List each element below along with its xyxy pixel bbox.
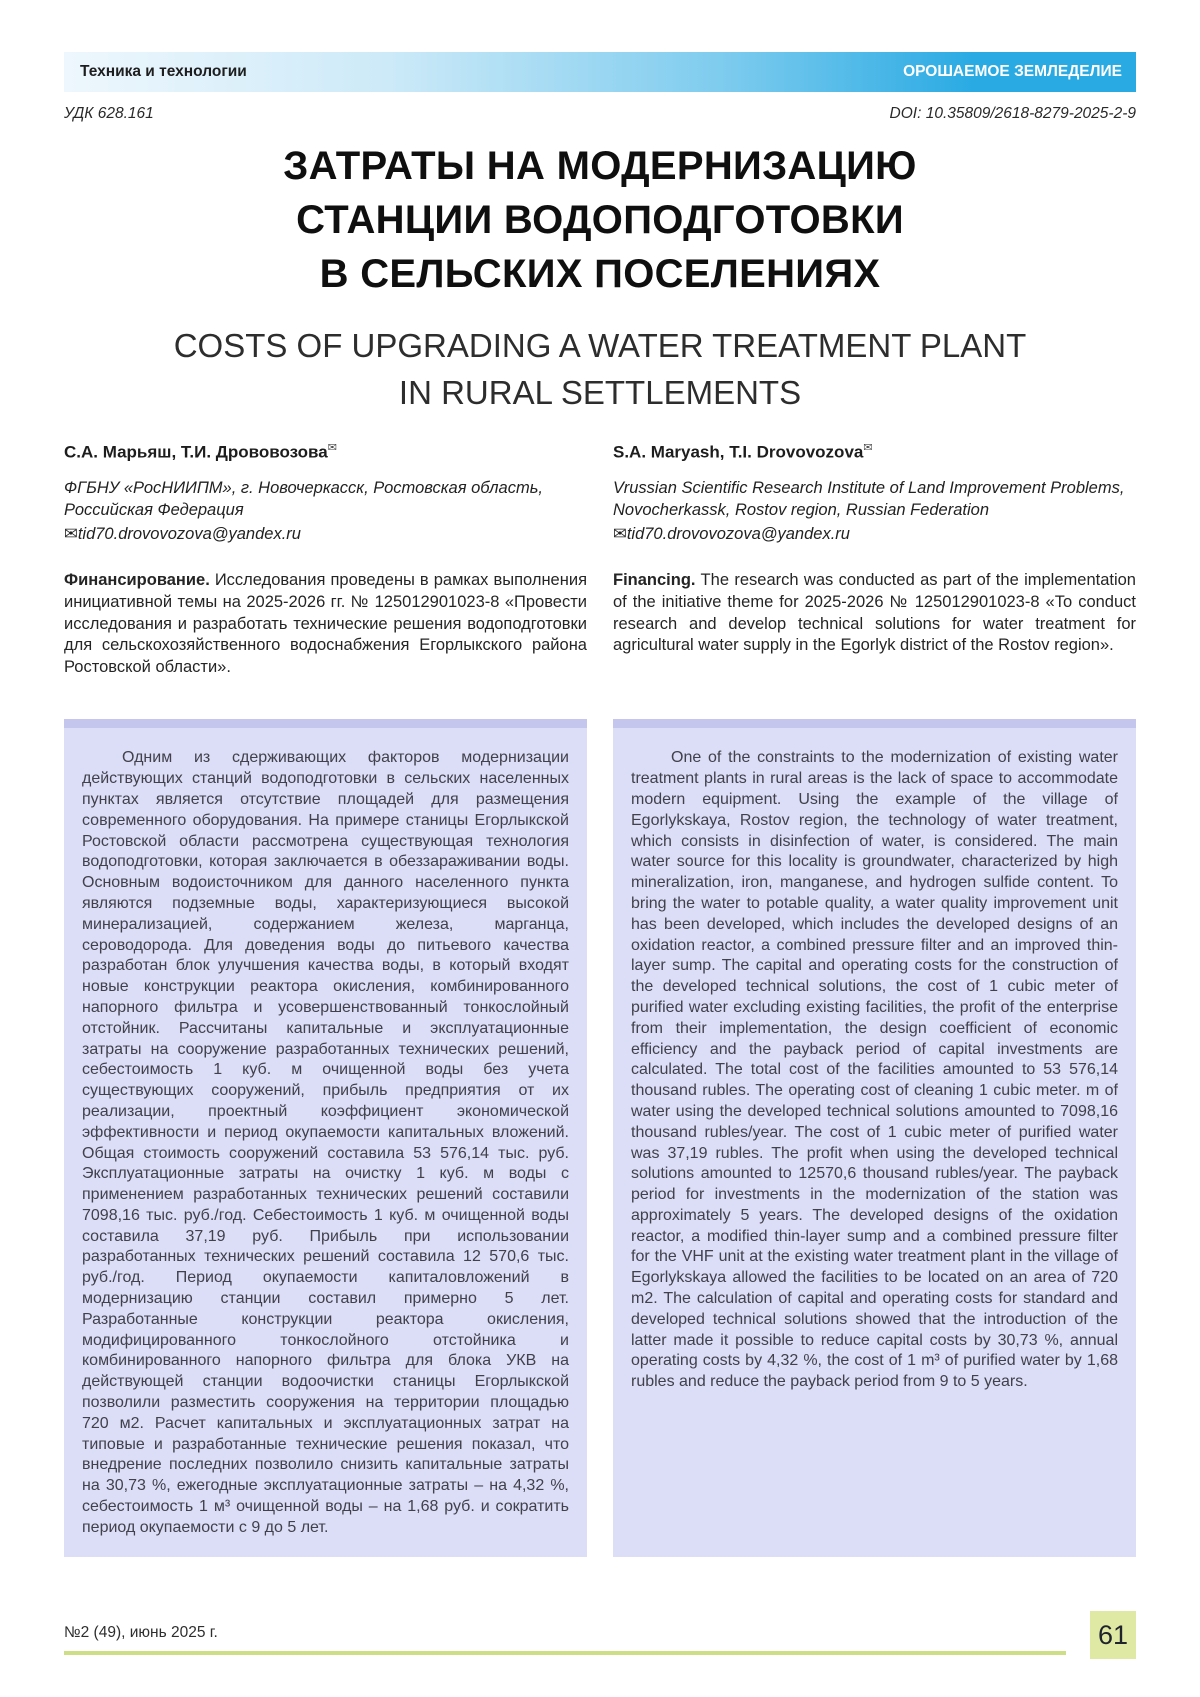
meta-row <box>64 105 1136 123</box>
authors-section <box>64 441 1136 546</box>
section-band <box>64 52 1136 92</box>
financing-column-ru <box>64 570 587 680</box>
affiliation-ru: ФГБНУ «РосНИИПМ», г. Новочеркасск, Ростовская область, Российская Федерация <box>64 479 543 520</box>
financing-section <box>64 570 1136 680</box>
authors-column-en <box>613 441 1136 546</box>
financing-en <box>613 570 1136 658</box>
financing-column-en <box>613 570 1136 680</box>
affiliation-en: Vrussian Scientific Research Institute of Land Improvement Problems, Novocherkassk, Rostov region, Russian Federation <box>613 479 1125 520</box>
financing-text-en: The research was conducted as part of the implementation of the initiative theme for 2025-2026 № 125012901023-8 «To conduct research and develop technical solutions for water treatment for agricultural water supply in the Egorlyk district of the Rostov region». <box>613 570 1136 655</box>
authors-column-ru <box>64 441 587 546</box>
financing-label-en: Financing. <box>613 570 696 589</box>
email-ru[interactable]: ✉tid70.drovovozova@yandex.ru <box>64 523 301 543</box>
abstract-block-en <box>613 719 1136 1556</box>
issue-info: №2 (49), июнь 2025 г. <box>64 1624 218 1641</box>
authors-en: S.A. Maryash, T.I. Drovovozova✉ <box>613 440 873 462</box>
abstract-section <box>64 719 1136 1556</box>
journal-section-label: ОРОШАЕМОЕ ЗЕМЛЕДЕЛИЕ <box>903 63 1122 80</box>
doi-label: DOI: 10.35809/2618-8279-2025-2-9 <box>889 105 1136 122</box>
section-label: Техника и технологии <box>80 63 247 80</box>
page-number: 61 <box>1097 1619 1129 1650</box>
envelope-icon: ✉ <box>64 523 78 543</box>
article-title-en: COSTS OF UPGRADING A WATER TREATMENT PLANT IN RURAL SETTLEMENTS <box>173 327 1027 411</box>
financing-ru <box>64 570 587 680</box>
envelope-icon: ✉ <box>327 440 337 454</box>
page-footer <box>64 1619 1136 1655</box>
financing-text-ru: Исследования проведены в рамках выполнения инициативной темы на 2025-2026 гг. № 125012901023-8 «Провести исследования и разработать технические решения водоподготовки для сельскохозяйственного водоснабжения Егорлыкского района Ростовской области». <box>64 570 587 677</box>
abstract-en: One of the constraints to the modernization of existing water treatment plants in rural areas is the lack of space to accommodate modern equipment. Using the example of the village of Egorlykskaya, Rostov region, the technology of water treatment, which consists in disinfection of water, is considered. The main water source for this locality is groundwater, characterized by high mineralization, iron, manganese, and hydrogen sulfide content. To bring the water to potable quality, a water quality improvement unit has been developed, which includes the developed designs of an oxidation reactor, a combined pressure filter and an improved thin-layer sump. The capital and operating costs for the construction of the developed technical solutions, the cost of 1 cubic meter of purified water excluding existing facilities, the profit of the enterprise from their implementation, the design coefficient of economic efficiency and the payback period of capital investments are calculated. The total cost of the facilities amounted to 53 576,14 thousand rubles. The operating cost of cleaning 1 cubic meter. m of water using the developed technical solutions amounted to 7098,16 thousand rubles/year. The cost of 1 cubic meter of purified water was 37,19 rubles. The profit when using the developed technical solutions amounted to 12570,6 thousand rubles/year. The payback period for investments in the modernization of the station was approximately 5 years. The developed designs of the oxidation reactor, a modified thin-layer sump and a combined pressure filter for the VHF unit at the existing water treatment plant in the village of Egorlykskaya allowed the facilities to be located on an area of 720 m2. The calculation of capital and operating costs for standard and developed technical solutions showed that the introduction of the latter made it possible to reduce capital costs by 30,73 %, annual operating costs by 4,32 %, the cost of 1 m³ of purified water by 1,68 rubles and reduce the payback period from 9 to 5 years. <box>631 749 1118 1391</box>
envelope-icon: ✉ <box>613 523 627 543</box>
page-number-badge <box>1090 1611 1136 1659</box>
abstract-block-ru <box>64 719 587 1556</box>
article-title-ru: ЗАТРАТЫ НА МОДЕРНИЗАЦИЮ СТАНЦИИ ВОДОПОДГОТОВКИ В СЕЛЬСКИХ ПОСЕЛЕНИЯХ <box>283 144 917 296</box>
authors-ru: С.А. Марьяш, Т.И. Дрововозова✉ <box>64 440 337 462</box>
udk-label: УДК 628.161 <box>64 105 154 122</box>
email-en[interactable]: ✉tid70.drovovozova@yandex.ru <box>613 523 850 543</box>
footer-rule <box>64 1651 1066 1655</box>
abstract-ru: Одним из сдерживающих факторов модернизации действующих станций водоподготовки в сельских населенных пунктах является отсутствие площадей для размещения современного оборудования. На примере станицы Егорлыкской Ростовской области рассмотрена существующая технология водоподготовки, которая заключается в обеззараживании воды. Основным водоисточником для данного населенного пункта являются подземные воды, характеризующиеся высокой минерализацией, содержанием железа, марганца, сероводорода. Для доведения воды до питьевого качества разработан блок улучшения качества воды, в который входят новые конструкции реактора окисления, комбинированного напорного фильтра и усовершенствованный тонкослойный отстойник. Рассчитаны капитальные и эксплуатационные затраты на сооружение разработанных технических решений, себестоимость 1 куб. м очищенной воды без учета существующих сооружений, прибыль предприятия от их реализации, проектный коэффициент экономической эффективности и период окупаемости капитальных вложений. Общая стоимость сооружений составила 53 576,14 тыс. руб. Эксплуатационные затраты на очистку 1 куб. м воды с применением разработанных технических решений составили 7098,16 тыс. руб./год. Себестоимость 1 куб. м очищенной воды составила 37,19 руб. Прибыль при использовании разработанных технических решений составила 12 570,6 тыс. руб./год. Период окупаемости капиталовложений в модернизацию станции составил примерно 5 лет. Разработанные конструкции реактора окисления, модифицированного тонкослойного отстойника и комбинированного напорного фильтра для блока УКВ на действующей станции водоочистки станицы Егорлыкской позволили разместить сооружения на территории площадью 720 м2. Расчет капитальных и эксплуатационных затрат на типовые и разработанные технические решения показал, что внедрение последних позволило снизить капитальные затраты на 30,73 %, ежегодные эксплуатационные затраты – на 4,32 %, себестоимость 1 м³ очищенной воды – на 1,68 руб. и сократить период окупаемости с 9 до 5 лет. <box>82 749 569 1536</box>
financing-label-ru: Финансирование. <box>64 570 210 589</box>
envelope-icon: ✉ <box>863 440 873 454</box>
